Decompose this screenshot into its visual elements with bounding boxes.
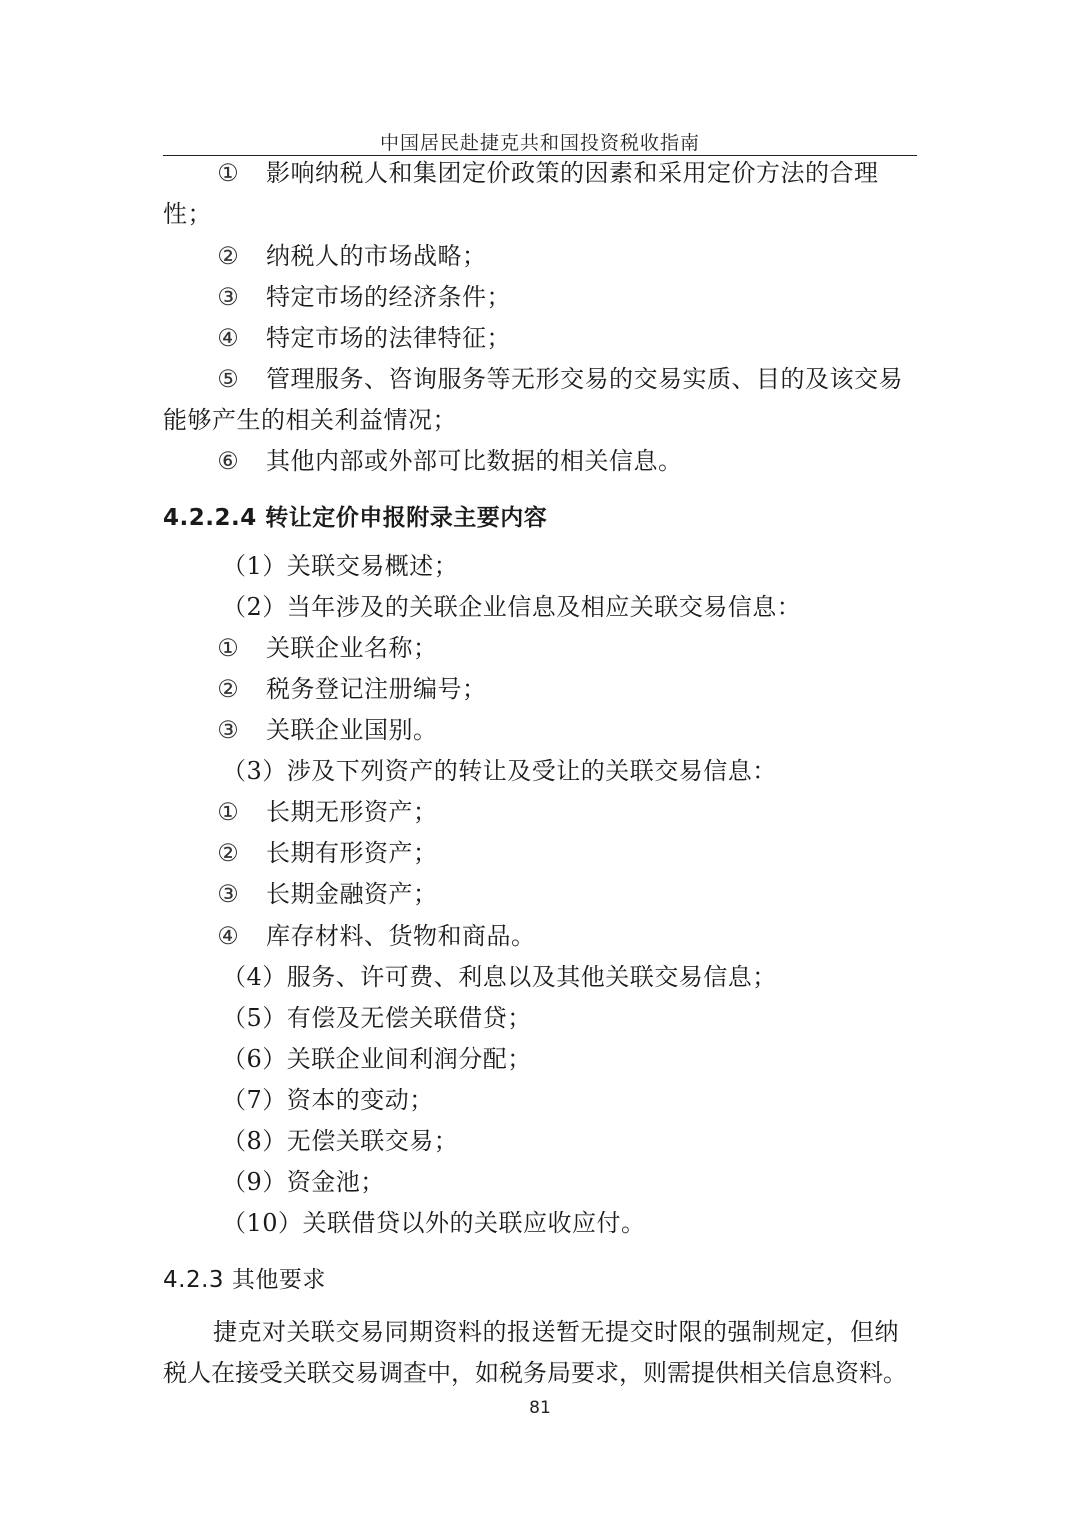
list-item-text: 关联企业名称； [266,634,438,662]
paren-item: （4）服务、许可费、利息以及其他关联交易信息； [222,963,777,991]
paren-item: （2）当年涉及的关联企业信息及相应关联交易信息： [222,593,802,621]
list-number: ④ [217,324,239,352]
list-item-continuation: 性； [163,200,212,228]
paren-item: （1）关联交易概述； [222,552,459,580]
list-item-text: 长期有形资产； [266,839,438,867]
list-item-text: 特定市场的经济条件； [266,283,511,311]
list-item-text: 影响纳税人和集团定价政策的因素和采用定价方法的合理 [266,159,879,187]
paren-item: （5）有偿及无偿关联借贷； [222,1004,532,1032]
list-item-text: 关联企业国别。 [266,716,438,744]
list-item-text: 管理服务、咨询服务等无形交易的交易实质、目的及该交易 [266,365,903,393]
list-number: ⑥ [217,447,239,475]
list-number: ① [217,159,239,187]
section-heading: 4.2.2.4 转让定价申报附录主要内容 [163,505,548,531]
list-number: ⑤ [217,365,239,393]
list-number: ① [217,798,239,826]
list-number: ③ [217,283,239,311]
section-heading: 4.2.3 其他要求 [163,1267,326,1293]
list-number: ① [217,634,239,662]
list-item-text: 特定市场的法律特征； [266,324,511,352]
list-number: ② [217,242,239,270]
paragraph-line: 税人在接受关联交易调查中，如税务局要求，则需提供相关信息资料。 [163,1359,907,1387]
list-number: ② [217,839,239,867]
paren-item: （9）资金池； [222,1168,385,1196]
header-title: 中国居民赴捷克共和国投资税收指南 [379,132,700,154]
list-item-text: 长期金融资产； [266,880,438,908]
paren-item: （10）关联借贷以外的关联应收应付。 [222,1209,646,1237]
list-number: ④ [217,922,239,950]
list-item-text: 其他内部或外部可比数据的相关信息。 [266,447,683,475]
header-divider [163,155,917,156]
paren-item: （3）涉及下列资产的转让及受让的关联交易信息： [222,757,777,785]
list-number: ③ [217,716,239,744]
list-item-text: 纳税人的市场战略； [266,242,487,270]
list-number: ② [217,675,239,703]
list-item-text: 长期无形资产； [266,798,438,826]
paragraph-line: 捷克对关联交易同期资料的报送暂无提交时限的强制规定，但纳 [213,1318,899,1346]
paren-item: （7）资本的变动； [222,1086,434,1114]
list-item-text: 库存材料、货物和商品。 [266,922,536,950]
list-item-continuation: 能够产生的相关利益情况； [163,406,457,434]
paren-item: （6）关联企业间利润分配； [222,1045,532,1073]
list-number: ③ [217,880,239,908]
list-item-text: 税务登记注册编号； [266,675,487,703]
page-number: 81 [529,1398,551,1418]
paren-item: （8）无偿关联交易； [222,1127,459,1155]
